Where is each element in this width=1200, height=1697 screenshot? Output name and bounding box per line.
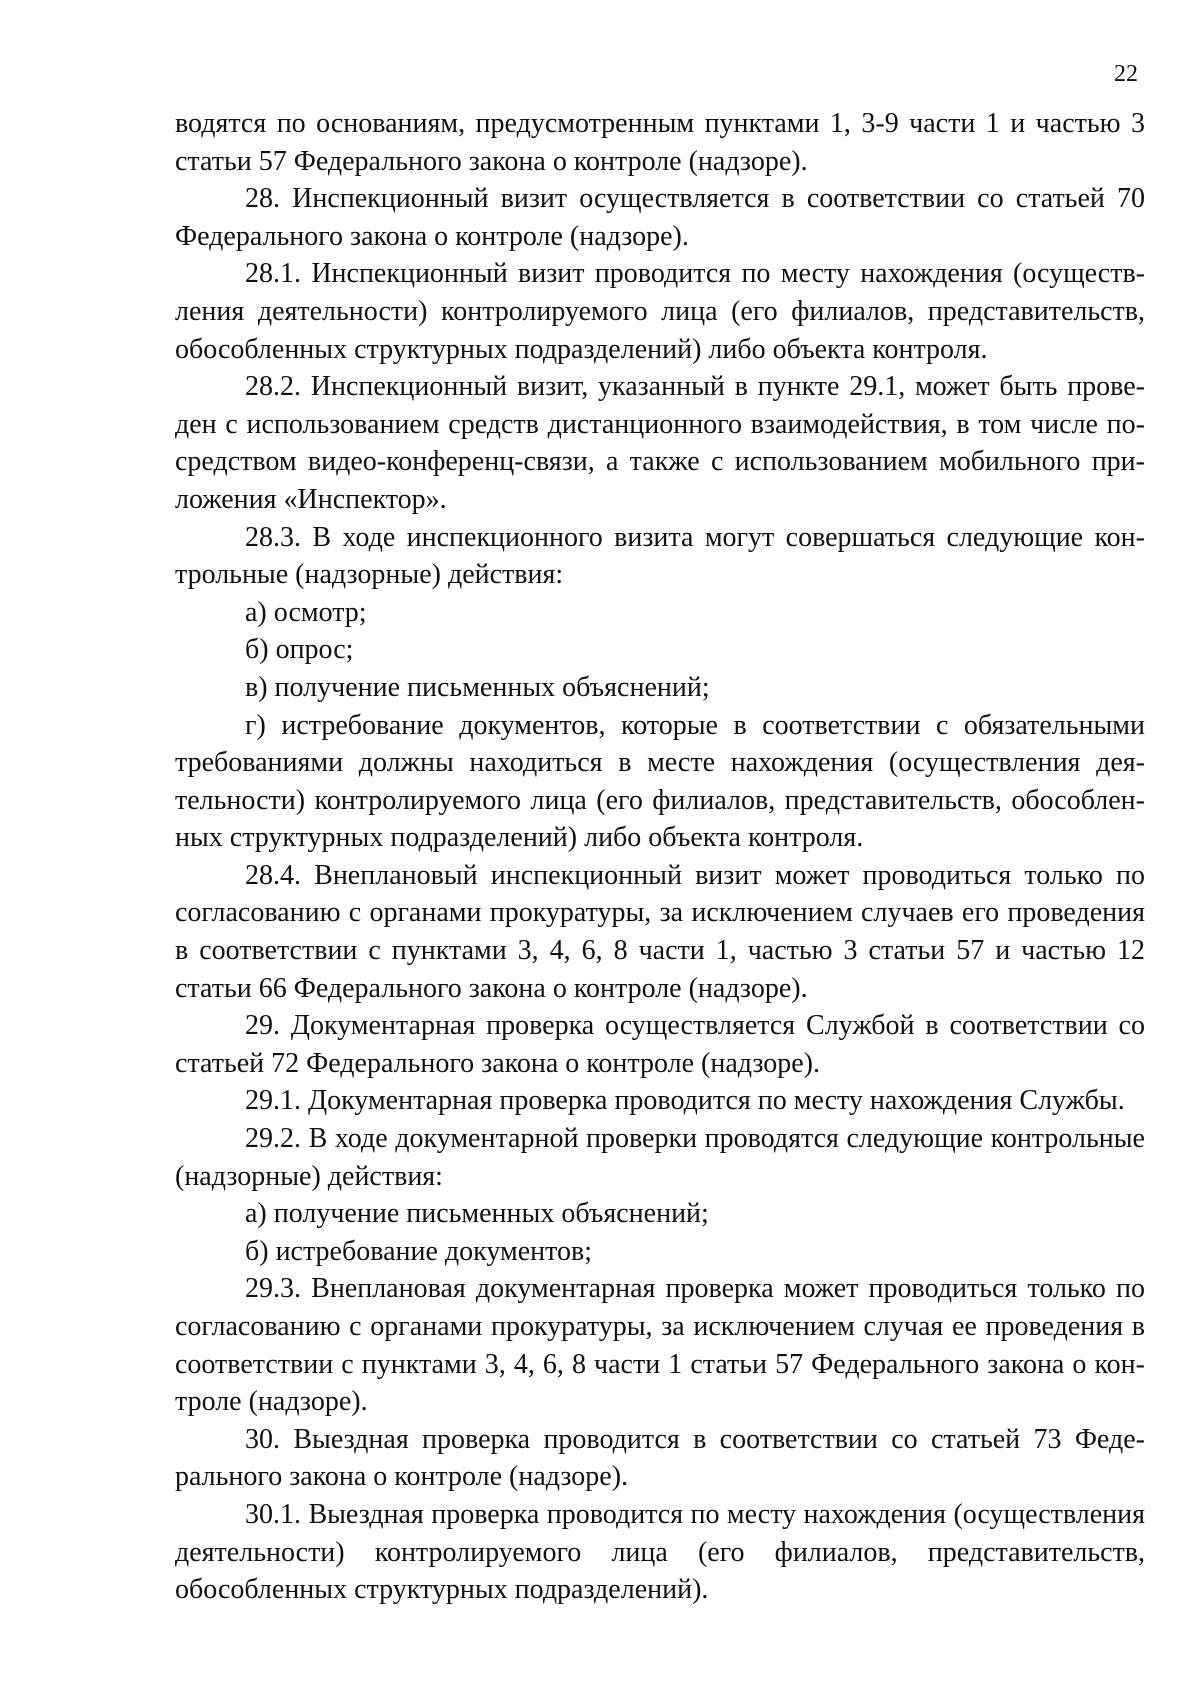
paragraph: водятся по основаниям, предусмотренным пунктами 1, 3-9 части 1 и частью 3 статьи 57 Федерального закона о контроле (надзоре).: [175, 108, 1145, 177]
list-item: а) получение письменных объяснений;: [245, 1198, 709, 1230]
list-item: б) опрос;: [245, 634, 354, 666]
list-item: г) истребование документов, которые в соответствии с обязательными требованиями должны находиться в месте нахождения (осуществления деятельности) контролируемого лица (его филиалов, представительств, обособленных структурных подразделений) либо объекта контроля.: [175, 709, 1145, 854]
list-item: б) истребование документов;: [245, 1235, 592, 1267]
paragraph: 28.2. Инспекционный визит, указанный в пункте 29.1, может быть проведен с использованием средств дистанционного взаимодействия, в том числе посредством видео-конференц-связи, а также с использованием мобильного приложения «Инспектор».: [175, 371, 1145, 515]
page-number: 22: [1114, 61, 1138, 87]
paragraph: 29.2. В ходе документарной проверки проводятся следующие контрольные (надзорные) действия:: [175, 1123, 1145, 1192]
paragraph: 29. Документарная проверка осуществляется Службой в соответствии со статьей 72 Федерального закона о контроле (надзоре).: [175, 1010, 1145, 1079]
paragraph: 30. Выездная проверка проводится в соответствии со статьей 73 Федерального закона о контроле (надзоре).: [175, 1423, 1145, 1493]
paragraph: 30.1. Выездная проверка проводится по месту нахождения (осуществления деятельности) контролируемого лица (его филиалов, представительств, обособленных структурных подразделений).: [175, 1498, 1145, 1606]
paragraph: 28.1. Инспекционный визит проводится по месту нахождения (осуществления деятельности) контролируемого лица (его филиалов, представительств, обособленных структурных подразделений) либо объекта контроля.: [175, 258, 1145, 365]
paragraph: 28. Инспекционный визит осуществляется в соответствии со статьей 70 Федерального закона о контроле (надзоре).: [175, 183, 1145, 252]
list-item: а) осмотр;: [245, 596, 367, 628]
list-item: в) получение письменных объяснений;: [245, 671, 710, 703]
paragraph: 28.4. Внеплановый инспекционный визит может проводиться только по согласованию с органами прокуратуры, за исключением случаев его проведения в соответствии с пунктами 3, 4, 6, 8 части 1, частью 3 статьи 57 и частью 12 статьи 66 Федерального закона о контроле (надзоре).: [175, 859, 1145, 1004]
paragraph: 29.1. Документарная проверка проводится по месту нахождения Службы.: [245, 1085, 1125, 1117]
paragraph: 28.3. В ходе инспекционного визита могут совершаться следующие контрольные (надзорные) действия:: [175, 521, 1145, 591]
paragraph: 29.3. Внеплановая документарная проверка может проводиться только по согласованию с органами прокуратуры, за исключением случая ее проведения в соответствии с пунктами 3, 4, 6, 8 части 1 статьи 57 Федерального закона о контроле (надзоре).: [175, 1273, 1145, 1418]
document-body: [175, 105, 1145, 1609]
